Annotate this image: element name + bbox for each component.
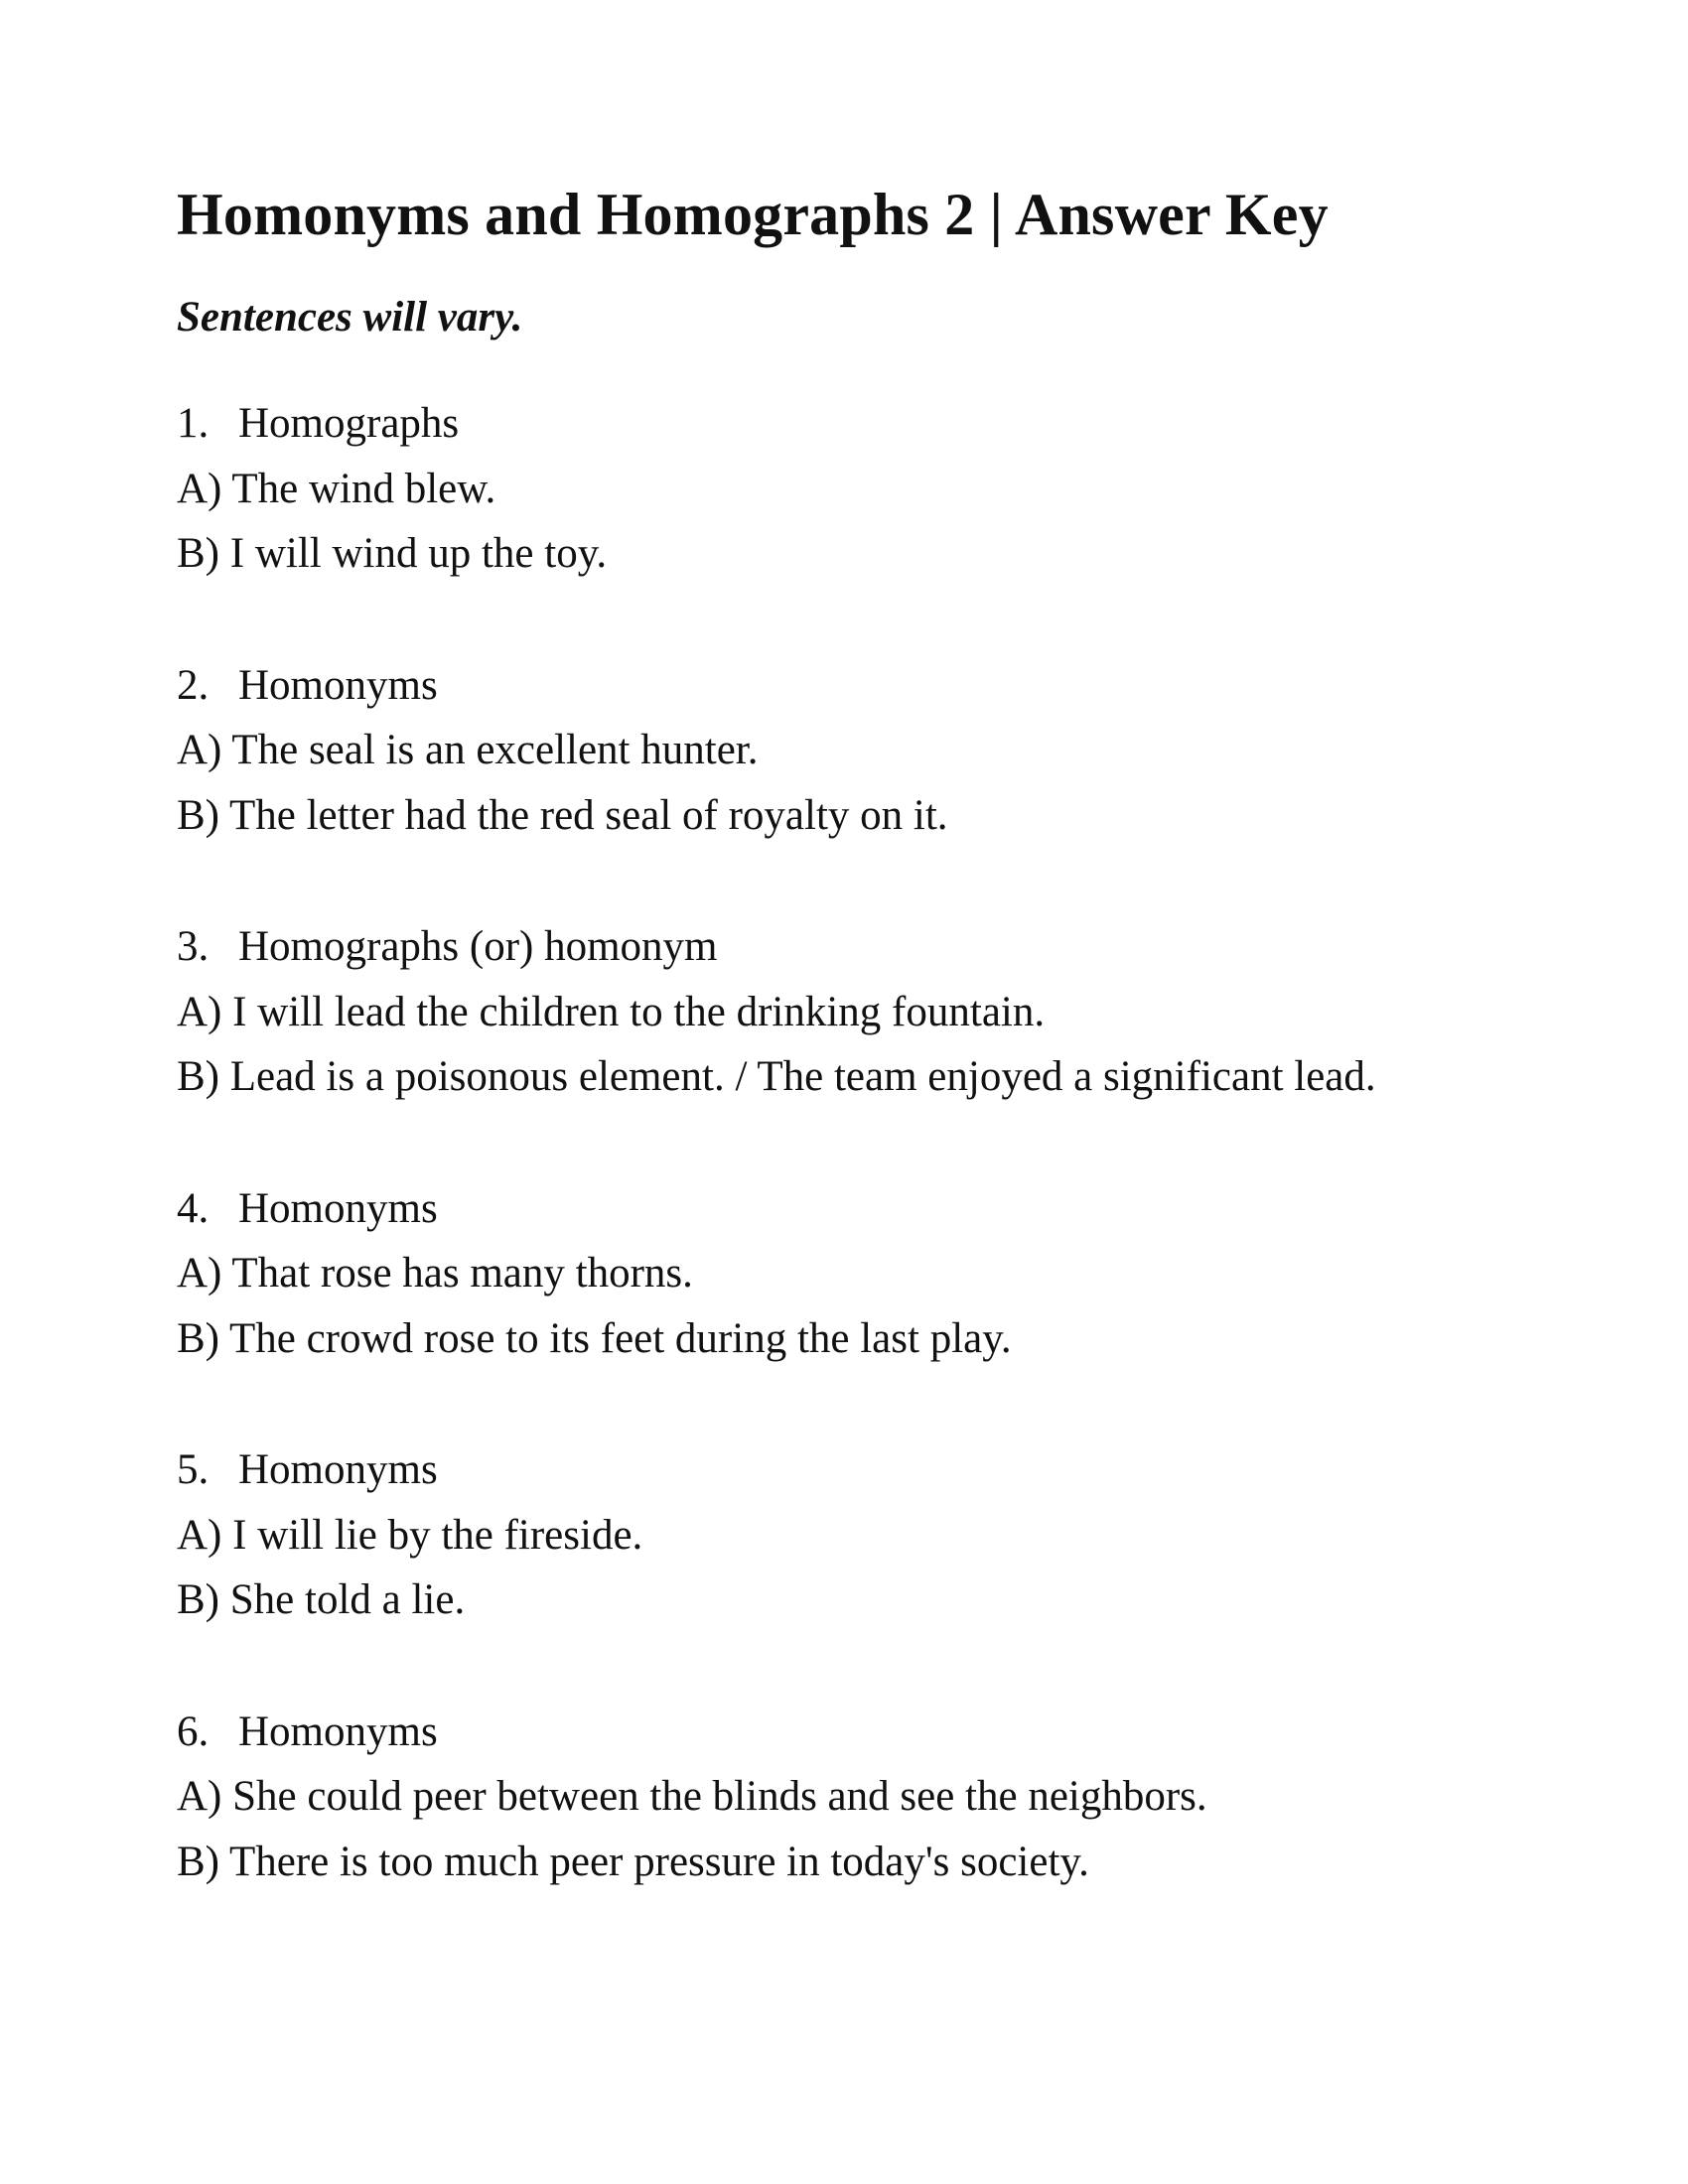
answer-heading bbox=[177, 391, 1507, 457]
item-number: 5. bbox=[177, 1446, 210, 1493]
item-type: Homographs (or) homonym bbox=[238, 923, 718, 970]
page-title: Homonyms and Homographs 2 | Answer Key bbox=[177, 182, 1329, 247]
sentence-a: A) I will lie by the fireside. bbox=[177, 1511, 643, 1559]
answer-item-2 bbox=[177, 653, 1507, 849]
sentence-b: B) Lead is a poisonous element. / The team enjoyed a significant lead. bbox=[177, 1053, 1376, 1100]
answer-heading bbox=[177, 1176, 1507, 1242]
item-type: Homonyms bbox=[238, 1184, 438, 1232]
sentence-b: B) I will wind up the toy. bbox=[177, 530, 608, 577]
item-type: Homonyms bbox=[238, 1446, 438, 1493]
answer-heading bbox=[177, 1700, 1507, 1765]
item-type: Homonyms bbox=[238, 1707, 438, 1755]
answer-heading bbox=[177, 653, 1507, 719]
item-type: Homographs bbox=[238, 400, 460, 447]
answer-item-3 bbox=[177, 914, 1507, 1110]
sentence-b: B) The letter had the red seal of royalty on it. bbox=[177, 791, 948, 839]
answer-item-5 bbox=[177, 1437, 1507, 1633]
item-number: 3. bbox=[177, 923, 210, 970]
answer-heading bbox=[177, 1437, 1507, 1503]
item-number: 4. bbox=[177, 1184, 210, 1232]
sentence-b: B) There is too much peer pressure in today's society. bbox=[177, 1838, 1089, 1885]
answer-item-4 bbox=[177, 1176, 1507, 1372]
item-number: 6. bbox=[177, 1707, 210, 1755]
sentence-b: B) She told a lie. bbox=[177, 1576, 466, 1623]
answer-item-1 bbox=[177, 391, 1507, 587]
answer-item-6 bbox=[177, 1700, 1507, 1895]
sentence-a: A) She could peer between the blinds and see the neighbors. bbox=[177, 1773, 1207, 1820]
item-type: Homonyms bbox=[238, 661, 438, 709]
answer-heading bbox=[177, 914, 1507, 980]
instructions-note: Sentences will vary. bbox=[177, 294, 523, 341]
sentence-a: A) That rose has many thorns. bbox=[177, 1250, 693, 1297]
answer-list bbox=[177, 391, 1507, 1894]
sentence-a: A) I will lead the children to the drinking fountain. bbox=[177, 988, 1046, 1035]
answer-key-page bbox=[177, 175, 1507, 1961]
item-number: 1. bbox=[177, 400, 210, 447]
sentence-b: B) The crowd rose to its feet during the last play. bbox=[177, 1314, 1012, 1362]
sentence-a: A) The wind blew. bbox=[177, 465, 496, 512]
item-number: 2. bbox=[177, 661, 210, 709]
sentence-a: A) The seal is an excellent hunter. bbox=[177, 727, 759, 773]
